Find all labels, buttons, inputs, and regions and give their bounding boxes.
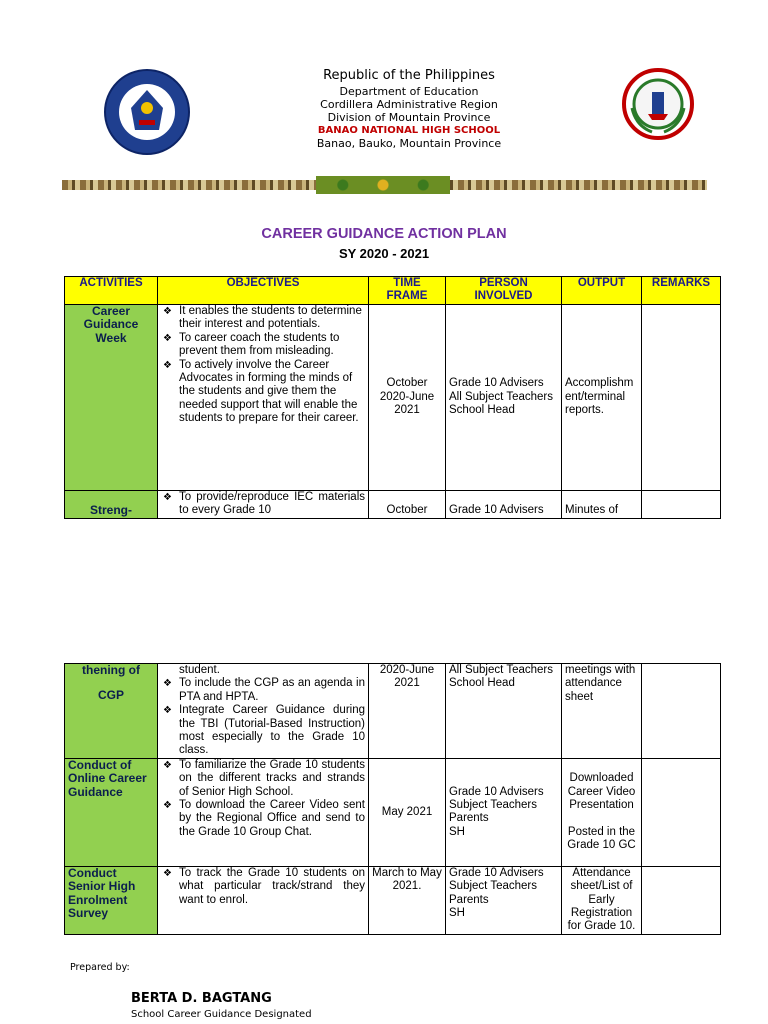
objectives-cell [158,491,369,519]
person-item: School Head [449,404,515,417]
person-item: All Subject Teachers [449,664,553,676]
header-department: Department of Education [339,85,479,98]
school-year: SY 2020 - 2021 [338,246,430,261]
person-item: Grade 10 Advisers [449,377,544,390]
objectives-cell [158,664,369,759]
output-cell: meetings with attendance sheet [562,664,642,759]
remarks-cell [642,491,721,519]
preparer-position: School Career Guidance Designated [131,1009,312,1020]
output-cell [562,758,642,866]
person-item: Grade 10 Advisers [449,785,544,798]
person-item: Subject Teachers [449,798,538,811]
objectives-cell [158,305,369,491]
output-cell: Accomplishm ent/terminal reports. [562,305,642,491]
table-row [65,664,721,759]
output-text: Downloaded Career Video Presentation [567,772,636,812]
output-cell: Attendance sheet/List of Early Registration for Grade 10. [562,866,642,934]
time-frame-cell: October [369,491,446,519]
table-row [65,491,721,519]
col-header-output: OUTPUT [562,277,642,305]
remarks-cell [642,866,721,934]
objectives-cell [158,866,369,934]
header-school: BANAO NATIONAL HIGH SCHOOL [317,125,501,136]
header-region: Cordillera Administrative Region [320,98,498,111]
person-item: SH [449,907,465,920]
table-row [65,758,721,866]
header-republic: Republic of the Philippines [323,68,495,83]
header-address: Banao, Bauko, Mountain Province [316,137,502,150]
remarks-cell [642,664,721,759]
output-cell: Minutes of [562,491,642,519]
person-item: Subject Teachers [449,880,538,893]
objective-item: ❖ To career coach the students to prevent them from misleading. [179,332,365,359]
action-plan-table-part1 [64,276,721,519]
person-item: SH [449,825,465,838]
person-involved-cell [446,758,562,866]
col-header-person-involved: PERSON INVOLVED [446,277,562,305]
person-item: All Subject Teachers [449,390,553,403]
plan-title: CAREER GUIDANCE ACTION PLAN [261,226,507,242]
person-involved-cell [446,305,562,491]
activity-cell: Conduct Senior High Enrolment Survey [65,866,158,934]
output-text: Posted in the Grade 10 GC [567,825,636,851]
table-row [65,305,721,491]
person-item: Parents [449,812,489,825]
objective-item: ❖ To download the Career Video sent by the Regional Office and send to the Grade 10 Group Chat. [179,799,365,839]
person-involved-cell: Grade 10 Advisers [446,491,562,519]
activity-cell [65,664,158,759]
person-involved-cell [446,866,562,934]
objective-continuation: student. [179,664,220,676]
time-frame-cell: May 2021 [369,758,446,866]
table-header-row [65,277,721,305]
objective-item: ❖ To familiarize the Grade 10 students on the different tracks and strands of Senior High School. [179,759,365,799]
time-frame-cell: March to May 2021. [369,866,446,934]
activity-cell: Career Guidance Week [65,305,158,491]
preparer-name: BERTA D. BAGTANG [131,991,272,1006]
deped-seal-logo [103,68,191,156]
objective-item: ❖ Integrate Career Guidance during the TBI (Tutorial-Based Instruction) most especially to the Grade 10 class. [179,704,365,758]
header-division: Division of Mountain Province [327,111,491,124]
objective-item: ❖ To track the Grade 10 students on what particular track/strand they want to enrol. [179,867,365,907]
objective-item: ❖ To actively involve the Career Advocates in forming the minds of the students and give them the needed support that will enable the students to prepare for their career. [179,359,365,426]
activity-text: thening of [82,663,140,677]
person-item: School Head [449,677,515,690]
objective-item: ❖ To provide/reproduce IEC materials to every Grade 10 [179,491,365,518]
remarks-cell [642,758,721,866]
time-frame-cell: October 2020-June 2021 [369,305,446,491]
time-frame-cell: 2020-June 2021 [369,664,446,759]
person-item: Parents [449,893,489,906]
activity-text: CGP [97,688,124,703]
activity-cell: Conduct of Online Career Guidance [65,758,158,866]
col-header-time-frame: TIME FRAME [369,277,446,305]
objective-item: ❖ To include the CGP as an agenda in PTA and HPTA. [179,677,365,704]
divider-center-ornament [316,176,450,194]
objective-item: ❖ It enables the students to determine their interest and potentials. [179,305,365,332]
person-involved-cell [446,664,562,759]
activity-cell: Streng- [65,491,158,519]
prepared-by-label: Prepared by: [70,962,130,973]
action-plan-table-part2 [64,663,721,935]
table-row [65,866,721,934]
school-seal-logo [622,68,694,140]
objectives-cell [158,758,369,866]
col-header-remarks: REMARKS [642,277,721,305]
col-header-objectives: OBJECTIVES [158,277,369,305]
col-header-activities: ACTIVITIES [65,277,158,305]
person-item: Grade 10 Advisers [449,866,544,879]
remarks-cell [642,305,721,491]
